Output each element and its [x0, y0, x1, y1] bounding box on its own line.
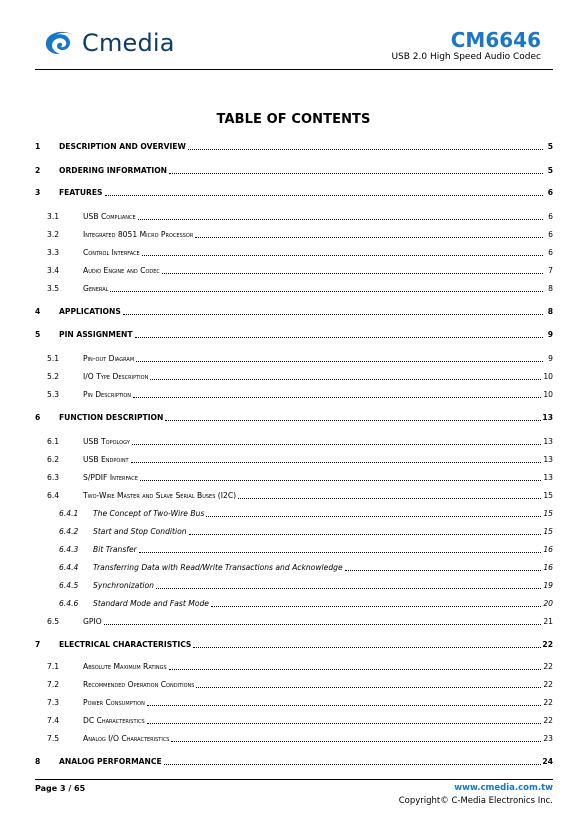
toc-leader-dots	[150, 379, 543, 380]
toc-entry-page: 22	[543, 662, 553, 672]
toc-entry-page: 20	[543, 599, 553, 609]
toc-entry-number: 5	[35, 330, 41, 340]
toc-entry-page: 5	[547, 166, 553, 176]
toc-leader-dots	[136, 361, 543, 362]
toc-leader-dots	[131, 462, 543, 463]
toc-entry-page: 6	[548, 230, 553, 240]
toc-entry-number: 6.4	[47, 491, 60, 501]
toc-entry-title[interactable]: FEATURES	[59, 188, 103, 198]
copyright-notice: Copyright© C-Media Electronics Inc.	[398, 796, 553, 806]
toc-entry[interactable]	[35, 614, 553, 626]
toc-entry[interactable]	[35, 387, 553, 399]
toc-entry[interactable]	[35, 185, 553, 197]
toc-entry[interactable]	[35, 245, 553, 257]
toc-entry-title[interactable]: General	[83, 284, 109, 294]
toc-entry-page: 8	[548, 284, 553, 294]
toc-entry-title[interactable]: ELECTRICAL CHARACTERISTICS	[59, 640, 192, 650]
toc-entry[interactable]	[35, 542, 553, 554]
toc-leader-dots	[104, 624, 543, 625]
toc-leader-dots	[110, 291, 543, 292]
toc-entry-number: 3.3	[47, 248, 60, 258]
toc-entry[interactable]	[35, 677, 553, 689]
toc-entry-number: 6.2	[47, 455, 60, 465]
toc-entry[interactable]	[35, 369, 553, 381]
toc-entry-number: 4	[35, 307, 41, 317]
toc-entry[interactable]	[35, 731, 553, 743]
toc-entry-title[interactable]: Start and Stop Condition	[93, 527, 187, 537]
toc-entry-title[interactable]: Recommended Operation Conditions	[83, 680, 195, 690]
toc-entry-number: 7.1	[47, 662, 60, 672]
toc-entry-title[interactable]: I/O Type Description	[83, 372, 149, 382]
toc-entry-page: 8	[547, 307, 553, 317]
toc-entry-number: 5.3	[47, 390, 60, 400]
toc-entry-number: 6	[35, 413, 41, 423]
toc-entry-number: 6.5	[47, 617, 60, 627]
cmedia-logo-swirl-icon	[44, 30, 78, 56]
toc-entry-title[interactable]: USB Compliance	[83, 212, 136, 222]
toc-entry-title[interactable]: Bit Transfer	[93, 545, 137, 555]
toc-leader-dots	[133, 397, 543, 398]
toc-entry-page: 6	[547, 188, 553, 198]
toc-leader-dots	[189, 534, 543, 535]
toc-entry-title[interactable]: Standard Mode and Fast Mode	[93, 599, 209, 609]
toc-entry-page: 15	[543, 527, 553, 537]
toc-leader-dots	[123, 314, 543, 315]
toc-leader-dots	[169, 669, 543, 670]
toc-entry-page: 7	[548, 266, 553, 276]
toc-entry[interactable]	[35, 410, 553, 422]
toc-entry-number: 6.4.6	[59, 599, 79, 609]
toc-entry-page: 19	[543, 581, 553, 591]
toc-entry-number: 6.4.2	[59, 527, 79, 537]
toc-entry[interactable]	[35, 596, 553, 608]
toc-leader-dots	[196, 687, 543, 688]
toc-entry[interactable]	[35, 351, 553, 363]
footer-divider	[35, 779, 553, 780]
toc-entry-title[interactable]: Audio Engine and Codec	[83, 266, 160, 276]
toc-entry-title[interactable]: Analog I/O Characteristics	[83, 734, 170, 744]
toc-entry-page: 16	[543, 545, 553, 555]
toc-entry-title[interactable]: DC Characteristics	[83, 716, 145, 726]
toc-leader-dots	[162, 273, 543, 274]
toc-leader-dots	[195, 237, 543, 238]
toc-leader-dots	[164, 764, 543, 765]
toc-entry-page: 22	[542, 640, 553, 650]
toc-entry[interactable]	[35, 695, 553, 707]
toc-leader-dots	[345, 570, 543, 571]
toc-entry-number: 3.2	[47, 230, 60, 240]
toc-leader-dots	[169, 173, 543, 174]
toc-leader-dots	[135, 337, 543, 338]
toc-entry-title[interactable]: The Concept of Two-Wire Bus	[93, 509, 205, 519]
toc-leader-dots	[238, 498, 543, 499]
toc-entry-title[interactable]: ORDERING INFORMATION	[59, 166, 168, 176]
toc-entry-title[interactable]: Power Consumption	[83, 698, 145, 708]
toc-entry[interactable]	[35, 304, 553, 316]
toc-entry-page: 10	[543, 372, 553, 382]
toc-entry[interactable]	[35, 754, 553, 766]
toc-entry[interactable]	[35, 524, 553, 536]
toc-entry[interactable]	[35, 560, 553, 572]
header-divider	[35, 69, 553, 70]
toc-entry-number: 6.4.5	[59, 581, 79, 591]
toc-leader-dots	[188, 149, 543, 150]
toc-entry-number: 3.5	[47, 284, 60, 294]
toc-entry-title[interactable]: Pin Description	[83, 390, 132, 400]
toc-entry-number: 7.4	[47, 716, 60, 726]
product-subtitle: USB 2.0 High Speed Audio Codec	[391, 52, 541, 62]
cmedia-logo	[44, 27, 175, 59]
toc-entry-title[interactable]: APPLICATIONS	[59, 307, 121, 317]
toc-entry[interactable]	[35, 227, 553, 239]
toc-leader-dots	[140, 480, 543, 481]
toc-entry[interactable]	[35, 163, 553, 175]
toc-entry-page: 16	[543, 563, 553, 573]
toc-entry-number: 6.4.3	[59, 545, 79, 555]
product-name: CM6646	[450, 28, 541, 52]
toc-entry-title[interactable]: Transferring Data with Read/Write Transactions and Acknowledge	[93, 563, 343, 573]
toc-entry-title[interactable]: USB Topology	[83, 437, 130, 447]
toc-entry[interactable]	[35, 470, 553, 482]
toc-entry-title[interactable]: PIN ASSIGNMENT	[59, 330, 133, 340]
toc-leader-dots	[132, 444, 543, 445]
toc-entry-title[interactable]: Pin-out Diagram	[83, 354, 135, 364]
toc-entry-page: 13	[542, 413, 553, 423]
toc-entry-number: 3	[35, 188, 41, 198]
toc-entry-page: 5	[547, 142, 553, 152]
toc-entry-title[interactable]: ANALOG PERFORMANCE	[59, 757, 162, 767]
toc-entry-page: 21	[543, 617, 553, 627]
toc-leader-dots	[165, 420, 543, 421]
toc-leader-dots	[147, 723, 543, 724]
toc-entry[interactable]	[35, 139, 553, 151]
toc-entry-number: 7	[35, 640, 41, 650]
toc-leader-dots	[139, 552, 543, 553]
toc-entry[interactable]	[35, 263, 553, 275]
toc-entry-number: 1	[35, 142, 41, 152]
toc-leader-dots	[142, 255, 543, 256]
toc-leader-dots	[211, 606, 543, 607]
toc-entry-page: 13	[543, 437, 553, 447]
toc-entry-page: 6	[548, 248, 553, 258]
toc-entry-page: 9	[548, 354, 553, 364]
toc-entry-page: 13	[543, 455, 553, 465]
toc-entry-page: 15	[543, 491, 553, 501]
toc-entry[interactable]	[35, 659, 553, 671]
toc-entry[interactable]	[35, 327, 553, 339]
toc-entry-number: 8	[35, 757, 41, 767]
toc-leader-dots	[171, 741, 543, 742]
toc-entry-page: 24	[542, 757, 553, 767]
toc-entry-title[interactable]: FUNCTION DESCRIPTION	[59, 413, 164, 423]
toc-entry-page: 23	[543, 734, 553, 744]
toc-entry[interactable]	[35, 506, 553, 518]
toc-leader-dots	[147, 705, 543, 706]
toc-entry[interactable]	[35, 713, 553, 725]
toc-leader-dots	[105, 195, 543, 196]
toc-entry-title[interactable]: DESCRIPTION AND OVERVIEW	[59, 142, 186, 152]
toc-entry-number: 6.4.4	[59, 563, 79, 573]
toc-entry-number: 7.3	[47, 698, 60, 708]
toc-entry-page: 13	[543, 473, 553, 483]
toc-entry-number: 5.2	[47, 372, 60, 382]
toc-leader-dots	[138, 219, 543, 220]
toc-entry-page: 6	[548, 212, 553, 222]
toc-entry-number: 5.1	[47, 354, 60, 364]
toc-entry[interactable]	[35, 434, 553, 446]
toc-entry-page: 22	[543, 698, 553, 708]
toc-leader-dots	[206, 516, 543, 517]
toc-entry-number: 7.5	[47, 734, 60, 744]
toc-title: TABLE OF CONTENTS	[216, 112, 371, 127]
toc-entry-number: 6.3	[47, 473, 60, 483]
toc-entry-title[interactable]: GPIO	[83, 617, 102, 627]
toc-entry-title[interactable]: Control Interface	[83, 248, 140, 258]
toc-entry[interactable]	[35, 578, 553, 590]
toc-entry-number: 3.1	[47, 212, 60, 222]
toc-entry-number: 3.4	[47, 266, 60, 276]
toc-entry-title[interactable]: S/PDIF Interface	[83, 473, 138, 483]
page-number: Page 3 / 65	[35, 784, 86, 793]
toc-entry-title[interactable]: Absolute Maximum Ratings	[83, 662, 167, 672]
toc-entry-page: 22	[543, 716, 553, 726]
toc-entry-number: 6.1	[47, 437, 60, 447]
toc-entry-title[interactable]: Two-Wire Master and Slave Serial Buses (I2C)	[83, 491, 237, 501]
toc-entry-title[interactable]: Integrated 8051 Micro Processor	[83, 230, 194, 240]
toc-entry-title[interactable]: Synchronization	[93, 581, 154, 591]
toc-entry-page: 10	[543, 390, 553, 400]
logo-text: Cmedia	[82, 29, 175, 57]
toc-entry[interactable]	[35, 281, 553, 293]
toc-entry[interactable]	[35, 452, 553, 464]
toc-entry-number: 2	[35, 166, 41, 176]
toc-entry-page: 9	[547, 330, 553, 340]
toc-entry[interactable]	[35, 637, 553, 649]
toc-entry-number: 6.4.1	[59, 509, 79, 519]
toc-entry[interactable]	[35, 209, 553, 221]
website-link[interactable]: www.cmedia.com.tw	[454, 783, 553, 793]
toc-leader-dots	[193, 647, 543, 648]
toc-entry-number: 7.2	[47, 680, 60, 690]
toc-entry-page: 15	[543, 509, 553, 519]
toc-entry[interactable]	[35, 488, 553, 500]
toc-entry-title[interactable]: USB Endpoint	[83, 455, 129, 465]
toc-leader-dots	[156, 588, 543, 589]
toc-entry-page: 22	[543, 680, 553, 690]
